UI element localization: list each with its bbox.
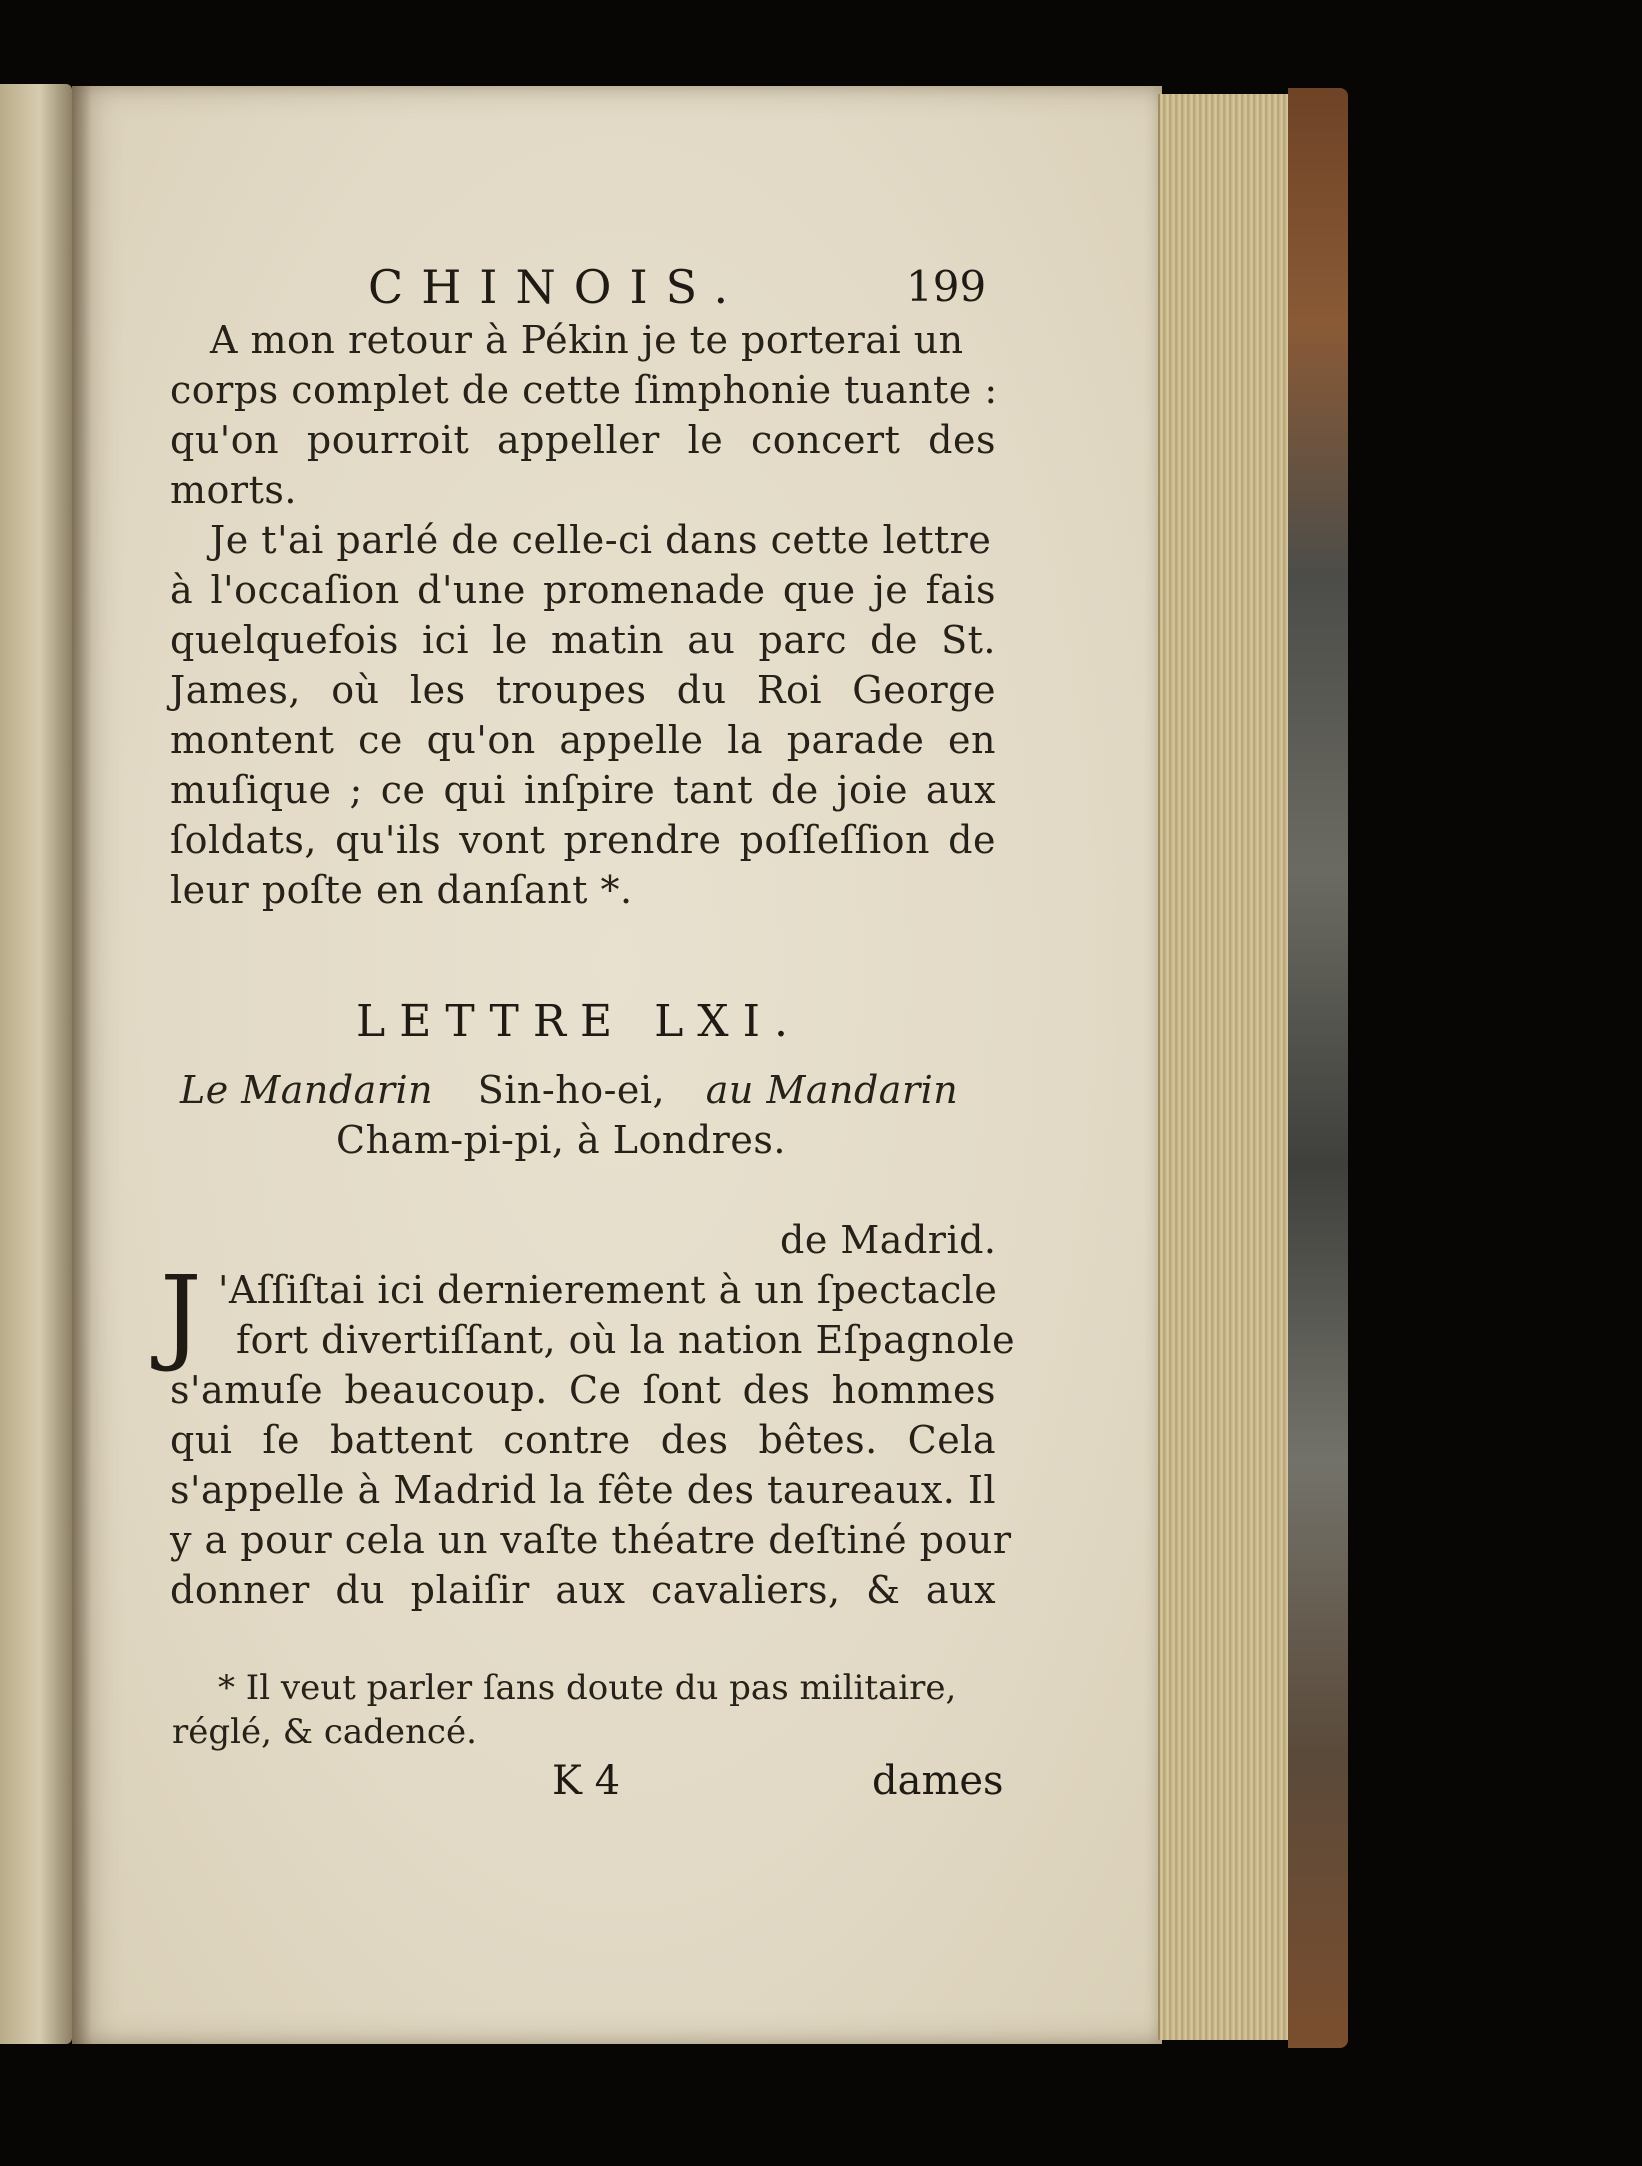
p3-line-3: s'amuſe beaucoup. Ce ſont des hommes bbox=[170, 1368, 996, 1412]
facing-page-edge bbox=[0, 84, 72, 2044]
gutter-shadow bbox=[72, 86, 92, 2044]
letter-heading: LETTRE LXI. bbox=[356, 996, 802, 1047]
p2-line-5: montent ce qu'on appelle la parade en bbox=[170, 718, 996, 762]
p2-line-3: quelquefois ici le matin au parc de St. bbox=[170, 618, 996, 662]
p3-line-2: fort divertiſſant, où la nation Eſpagnole bbox=[236, 1318, 1016, 1362]
footnote-line-1: * Il veut parler ſans doute du pas militaire, bbox=[218, 1668, 957, 1708]
p3-line-4: qui ſe battent contre des bêtes. Cela bbox=[170, 1418, 996, 1462]
p1-line-4: morts. bbox=[170, 468, 297, 512]
signature-mark: K 4 bbox=[552, 1758, 621, 1804]
p3-line-7: donner du plaiſir aux cavaliers, & aux bbox=[170, 1568, 996, 1612]
page-number: 199 bbox=[906, 262, 987, 311]
p1-line-1: A mon retour à Pékin je te porterai un bbox=[210, 318, 964, 362]
p2-line-2: à l'occaſion d'une promenade que je fais bbox=[170, 568, 996, 612]
p3-line-5: s'appelle à Madrid la fête des taureaux. Il bbox=[170, 1468, 997, 1512]
footnote-line-2: réglé, & cadencé. bbox=[172, 1712, 477, 1752]
p2-line-8: leur poſte en danſant *. bbox=[170, 868, 633, 912]
p3-line-6: y a pour cela un vaſte théatre deſtiné pour bbox=[170, 1518, 1012, 1562]
p2-line-1: Je t'ai parlé de celle-ci dans cette lettre bbox=[210, 518, 992, 562]
letter-subtitle-line-1 bbox=[180, 1068, 958, 1112]
page-edges bbox=[1158, 94, 1290, 2040]
p3-line-1: 'Aſſiſtai ici dernierement à un ſpectacle bbox=[218, 1268, 998, 1312]
subtitle-part-1: Le Mandarin bbox=[180, 1068, 434, 1112]
running-header: CHINOIS. bbox=[368, 260, 747, 314]
catchword: dames bbox=[872, 1758, 1004, 1804]
p1-line-3: qu'on pourroit appeller le concert des bbox=[170, 418, 996, 462]
drop-cap: J bbox=[160, 1253, 202, 1375]
subtitle-name-1: Sin-ho-ei, bbox=[477, 1068, 666, 1112]
p2-line-6: muſique ; ce qui inſpire tant de joie aux bbox=[170, 768, 996, 812]
letter-place: de Madrid. bbox=[780, 1218, 997, 1262]
letter-subtitle-line-2: Cham-pi-pi, à Londres. bbox=[336, 1118, 786, 1162]
p2-line-4: James, où les troupes du Roi George bbox=[170, 668, 996, 712]
p2-line-7: ſoldats, qu'ils vont prendre poſſeſſion de bbox=[170, 818, 996, 862]
subtitle-part-2: au Mandarin bbox=[705, 1068, 959, 1112]
book-cover-edge bbox=[1288, 88, 1348, 2048]
p1-line-2: corps complet de cette ſimphonie tuante : bbox=[170, 368, 998, 412]
